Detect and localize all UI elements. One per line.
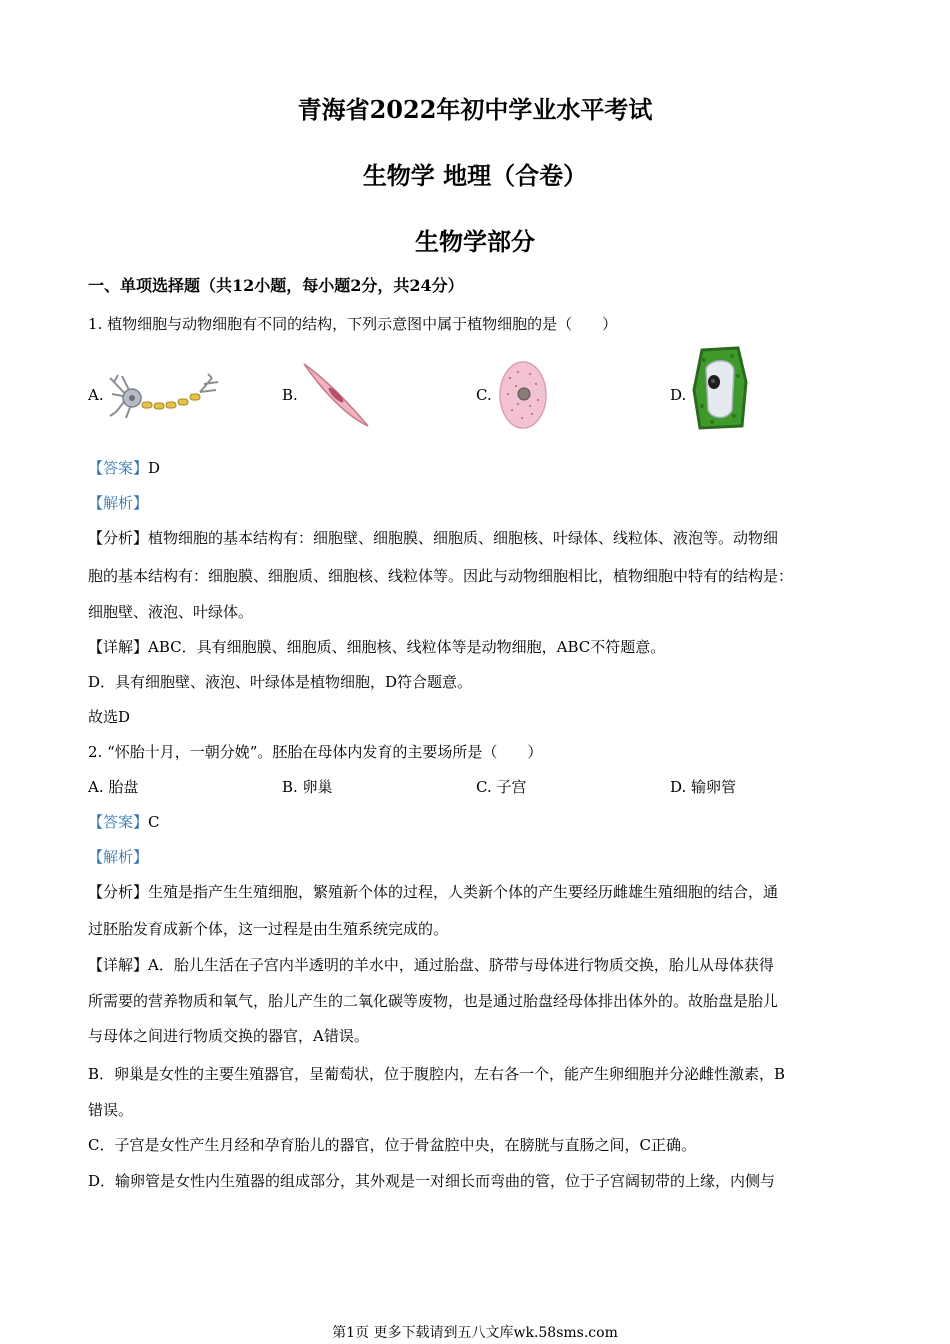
q2-option-b: B. 卵巢 xyxy=(282,778,333,796)
q1-option-b-label: B. xyxy=(282,386,298,404)
q2-option-d: D. 输卵管 xyxy=(670,778,737,796)
q1-fenxi-line-3: 细胞壁、液泡、叶绿体。 xyxy=(88,603,254,621)
q2-xiangjie-line-6: C．子宫是女性产生月经和孕育胎儿的器官，位于骨盆腔中央，在膀胱与直肠之间，C正确。 xyxy=(88,1136,696,1154)
q2-fenxi-text: 生殖是指产生生殖细胞，繁殖新个体的过程，人类新个体的产生要经历雌雄生殖细胞的结合，通 xyxy=(148,883,779,901)
q1-option-a-label: A. xyxy=(88,386,104,404)
q1-xiangjie-line-2: D．具有细胞壁、液泡、叶绿体是植物细胞，D符合题意。 xyxy=(88,673,473,691)
q2-answer-tag: 【答案】 xyxy=(88,813,149,831)
section-heading: 一、单项选择题（共12小题，每小题2分，共24分） xyxy=(88,276,464,295)
q1-conclusion: 故选D xyxy=(88,708,131,726)
q2-option-a: A. 胎盘 xyxy=(88,778,139,796)
page-footer: 第1页 更多下载请到五八文库wk.58sms.com xyxy=(332,1325,618,1341)
q2-xiangjie-text: A．胎儿生活在子宫内半透明的羊水中，通过胎盘、脐带与母体进行物质交换，胎儿从母体获得 xyxy=(148,956,774,974)
q2-xiangjie-line-3: 与母体之间进行物质交换的器官，A错误。 xyxy=(88,1027,369,1045)
q1-stem: 1. 植物细胞与动物细胞有不同的结构，下列示意图中属于植物细胞的是（ ） xyxy=(88,315,618,333)
q1-fenxi-line-1 xyxy=(88,528,870,548)
plant-cell-icon xyxy=(692,346,748,430)
subject-title: 生物学 地理（合卷） xyxy=(362,161,588,190)
q1-analysis-tag: 【解析】 xyxy=(88,494,149,512)
q2-fenxi-line-2: 过胚胎发育成新个体，这一过程是由生殖系统完成的。 xyxy=(88,920,449,938)
smooth-muscle-cell-icon xyxy=(300,360,372,430)
q2-xiangjie-line-2: 所需要的营养物质和氧气，胎儿产生的二氧化碳等废物，也是通过胎盘经母体排出体外的。故胎盘是胎儿 xyxy=(88,992,779,1010)
q1-xiangjie-text: ABC．具有细胞膜、细胞质、细胞核、线粒体等是动物细胞，ABC不符题意。 xyxy=(148,638,666,656)
q1-fenxi-tag: 【分析】 xyxy=(88,529,149,547)
q1-answer-value: D xyxy=(148,459,161,477)
q1-fenxi-line-2: 胞的基本结构有：细胞膜、细胞质、细胞核、线粒体等。因此与动物细胞相比，植物细胞中特有的结构是： xyxy=(88,567,794,585)
q1-option-c-label: C. xyxy=(476,386,492,404)
q2-analysis-tag: 【解析】 xyxy=(88,848,149,866)
part-title: 生物学部分 xyxy=(415,227,535,256)
q2-xiangjie-line-4: B．卵巢是女性的主要生殖器官，呈葡萄状，位于腹腔内，左右各一个，能产生卵细胞并分泌雌性激素，B xyxy=(88,1065,786,1083)
q1-answer-tag: 【答案】 xyxy=(88,459,149,477)
q2-answer xyxy=(88,812,870,832)
q2-option-c: C. 子宫 xyxy=(476,778,527,796)
q1-xiangjie-line-1 xyxy=(88,637,870,657)
q2-xiangjie-line-7: D．输卵管是女性内生殖器的组成部分，其外观是一对细长而弯曲的管，位于子宫阔韧带的上缘，内侧与 xyxy=(88,1172,776,1190)
q1-answer xyxy=(88,458,870,478)
q2-xiangjie-line-5: 错误。 xyxy=(88,1101,134,1119)
exam-title: 青海省2022年初中学业水平考试 xyxy=(297,95,653,124)
q2-xiangjie-tag: 【详解】 xyxy=(88,956,149,974)
q2-xiangjie-line-1 xyxy=(88,955,870,975)
q2-fenxi-tag: 【分析】 xyxy=(88,883,149,901)
q1-xiangjie-tag: 【详解】 xyxy=(88,638,149,656)
q1-fenxi-text: 植物细胞的基本结构有：细胞壁、细胞膜、细胞质、细胞核、叶绿体、线粒体、液泡等。动物细 xyxy=(148,529,779,547)
q2-stem: 2. “怀胎十月，一朝分娩”。胚胎在母体内发育的主要场所是（ ） xyxy=(88,743,543,761)
animal-cell-icon xyxy=(498,360,548,430)
q2-answer-value: C xyxy=(148,813,160,831)
neuron-cell-icon xyxy=(108,372,220,422)
q2-fenxi-line-1 xyxy=(88,882,870,902)
q1-option-d-label: D. xyxy=(670,386,687,404)
